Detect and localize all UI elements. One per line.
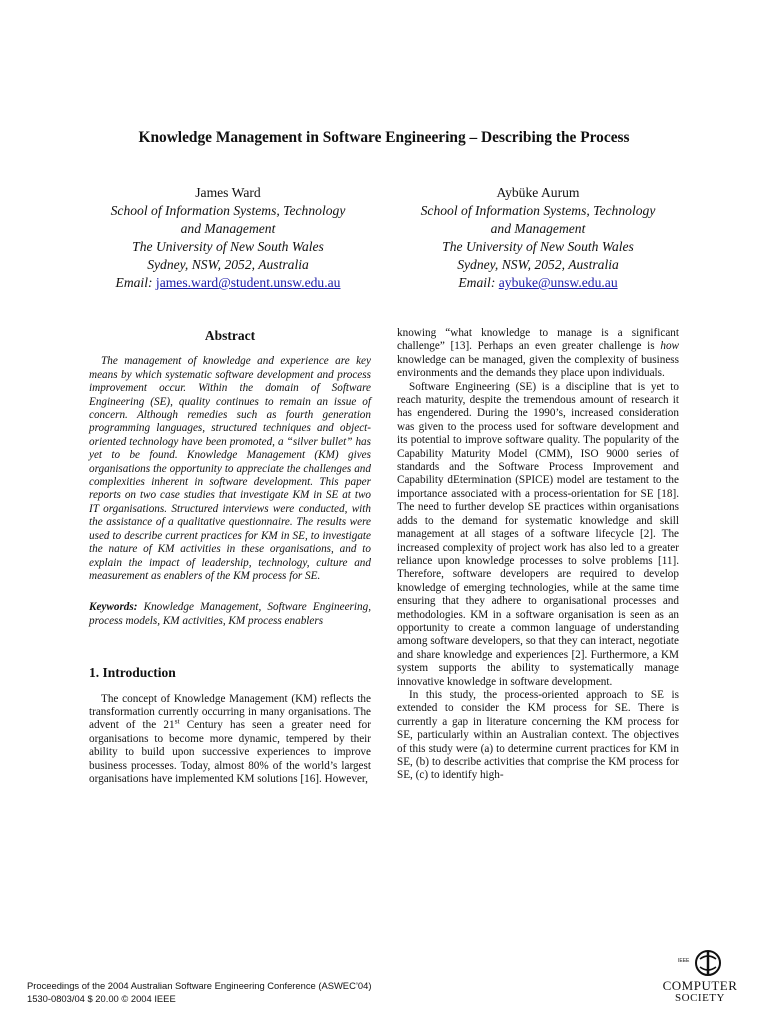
emphasis: how — [660, 340, 679, 353]
author-email-link[interactable]: aybuke@unsw.edu.au — [498, 275, 618, 290]
author-affiliation: School of Information Systems, Technology — [110, 203, 346, 218]
author-block-2 — [388, 184, 688, 292]
right-column — [397, 327, 679, 783]
author-address: Sydney, NSW, 2052, Australia — [147, 257, 309, 272]
author-email-line — [388, 274, 688, 292]
author-block-1 — [78, 184, 378, 292]
footer-line: 1530-0803/04 $ 20.00 © 2004 IEEE — [27, 993, 176, 1004]
intro-text-cont: Century has seen a greater need for organisations to become more dynamic, tempered by their ability to build upon successive experiences to improve business processes. Today, almost 80% of the world’s largest organisations have implemented KM solutions [16]. However, — [89, 719, 372, 785]
author-university: The University of New South Wales — [442, 239, 634, 254]
author-affiliation: and Management — [490, 221, 586, 236]
intro-text: The concept of Knowledge Management (KM) reflects the transformation currently occurring in many organisations. The advent of the 21 — [89, 692, 371, 732]
body-text-cont: knowledge can be managed, given the complexity of business environments and the demands they place upon individuals. — [397, 353, 679, 380]
body-paragraph: Software Engineering (SE) is a discipline that is yet to reach maturity, despite the tremendous amount of research it has engendered. During the 1990’s, increased consideration was given to the process used for software development and its potential to improve software quality. The popularity of the Capability Maturity Model (CMM), ISO 9000 series of standards and the Software Process Improvement and Capability dEtermination (SPICE) model are testament to the importance associated with a process-orientation for SE [18]. The need to further develop SE practices within organisations adds to the demand for systematic knowledge and skill management at all stages of a software lifecycle [2]. The increased complexity of project work has also led to a greater reliance upon knowledge processes to solve problems [11]. Therefore, software developers are required to develop knowledge of emerging technologies, while at the same time ensuring that they adhere to organisational processes and methodologies. KM in a software organisation is seen as an opportunity to create a common language of understanding among software developers, so that they can interact, negotiate and share knowledge and experiences [2]. Furthermore, a KM system supports the ability to systematically manage innovative knowledge in software development. — [397, 380, 679, 688]
abstract-text: The management of knowledge and experience are key means by which systematic software development and process improvement occur. Within the domain of Software Engineering (SE), quality continues to remain an issue of concern. Although remedies such as fourth generation programming languages, structured techniques and object-oriented technology have been promoted, a “silver bullet” has yet to be found. Knowledge Management (KM) gives organisations the opportunity to appreciate the challenges and complexities inherent in software development. This paper reports on two case studies that investigate KM in SE at two IT organisations. Structured interviews were conducted, with the assistance of a qualitative questionnaire. The results were used to describe current practices for KM in SE, to investigate the nature of KM activities in these organisations, and to explain the impact of leadership, technology, culture and measurement as enablers of the KM process for SE. — [89, 355, 371, 582]
logo-text: SOCIETY — [675, 992, 725, 1004]
author-name: Aybüke Aurum — [496, 185, 580, 200]
email-label: Email: — [458, 275, 499, 290]
body-paragraph: In this study, the process-oriented approach to SE is extended to consider the KM process for SE. There is currently a gap in literature concerning the KM process for SE, particularly within an Australian context. The objectives of this study were (a) to determine current practices for KM in SE, (b) to describe activities that comprise the KM process for SE, (c) to identify high- — [397, 688, 679, 782]
body-text: knowing “what knowledge to manage is a significant challenge” [13]. Perhaps an even greater challenge is — [397, 327, 679, 353]
keywords-text: Knowledge Management, Software Engineering, process models, KM activities, KM process enablers — [89, 601, 371, 627]
proceedings-footer — [27, 979, 371, 1005]
intro-paragraph — [89, 693, 371, 787]
ieee-emblem-icon — [660, 948, 740, 980]
left-column — [89, 327, 371, 786]
keywords-label: Keywords: — [89, 601, 138, 614]
superscript: st — [174, 716, 180, 726]
author-address: Sydney, NSW, 2052, Australia — [457, 257, 619, 272]
author-affiliation: School of Information Systems, Technology — [420, 203, 656, 218]
author-name: James Ward — [195, 185, 261, 200]
author-affiliation: and Management — [180, 221, 276, 236]
logo-ieee-text: IEEE — [678, 958, 690, 964]
email-label: Email: — [115, 275, 156, 290]
author-email-link[interactable]: james.ward@student.unsw.edu.au — [155, 275, 341, 290]
abstract-heading: Abstract — [204, 328, 256, 343]
author-email-line — [78, 274, 378, 292]
footer-line: Proceedings of the 2004 Australian Software Engineering Conference (ASWEC’04) — [27, 980, 372, 991]
paper-title: Knowledge Management in Software Engineering – Describing the Process — [138, 129, 630, 146]
logo-text: COMPUTER — [662, 978, 738, 993]
body-paragraph — [397, 327, 679, 381]
intro-heading: 1. Introduction — [89, 665, 176, 681]
author-university: The University of New South Wales — [132, 239, 324, 254]
keywords-paragraph — [89, 601, 371, 628]
